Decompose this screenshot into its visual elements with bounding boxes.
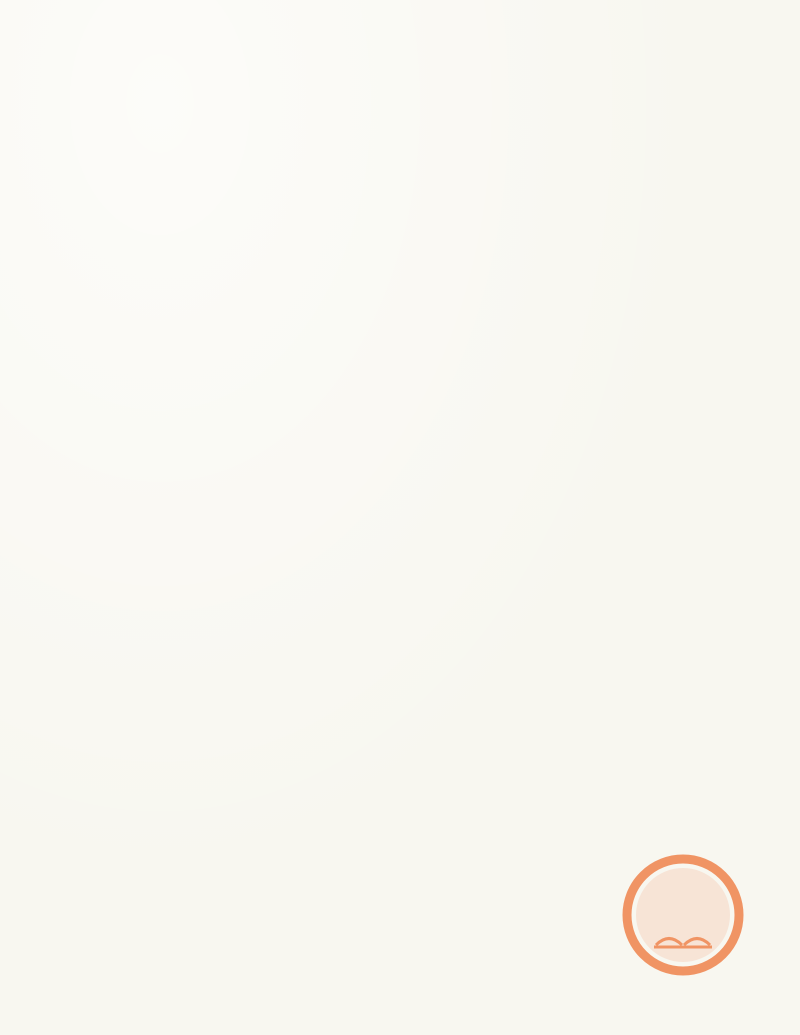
text-line <box>178 662 738 684</box>
list-item-london-festival-ballet <box>178 326 738 458</box>
text-line <box>178 370 738 392</box>
list-item-theatre-villeurbanne <box>178 474 738 584</box>
text-line <box>178 684 738 706</box>
text-line <box>178 640 738 662</box>
text-line <box>178 732 738 754</box>
list-item-zizi-jeanmaire <box>178 710 738 798</box>
text-line <box>178 496 738 518</box>
text-line <box>178 710 738 732</box>
text-line <box>178 436 738 458</box>
text-line <box>178 348 738 370</box>
text-line <box>178 518 738 540</box>
list-item-ballet-theatre-contemporain <box>178 574 738 728</box>
text-line <box>178 776 738 798</box>
text-line <box>178 596 738 618</box>
text-line <box>178 618 738 640</box>
text-line <box>178 574 738 596</box>
text-line <box>178 414 738 436</box>
text-line <box>178 326 738 348</box>
text-line <box>178 474 738 496</box>
baldini-library-stamp-logo <box>620 852 746 978</box>
text-line <box>178 540 738 562</box>
text-line <box>178 392 738 414</box>
text-line <box>178 754 738 776</box>
